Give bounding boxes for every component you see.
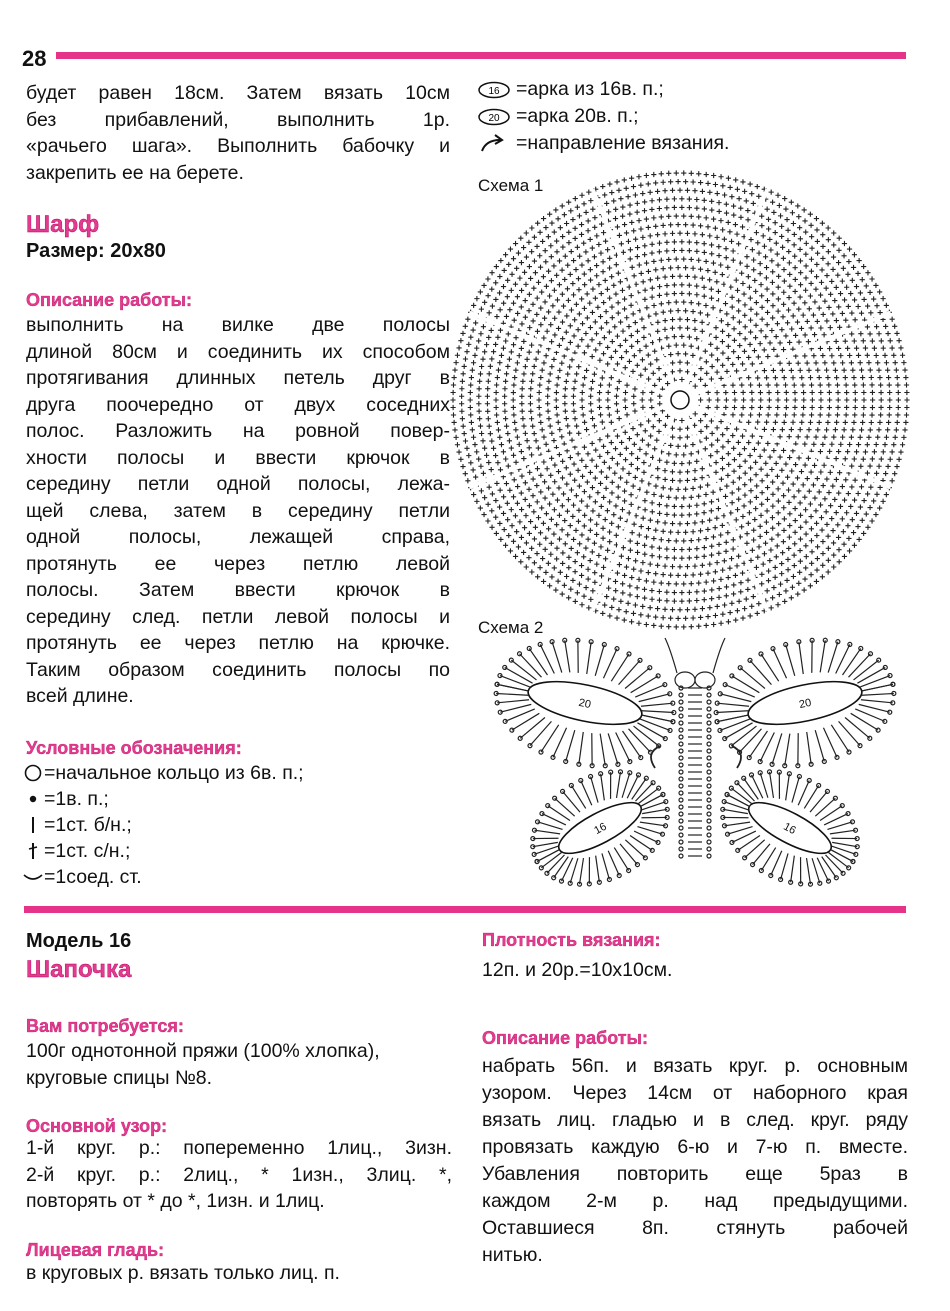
schema1-label: Схема 1 bbox=[478, 176, 544, 195]
text-line: 2-й круг. р.: 2лиц., * 1изн., 3лиц. *, bbox=[26, 1163, 452, 1186]
text-line: протягивания длинных петель друг в bbox=[26, 367, 450, 389]
dot-icon bbox=[22, 790, 44, 808]
legend-item bbox=[22, 864, 304, 890]
legend-item bbox=[22, 760, 304, 786]
wing-arc-count: 16 bbox=[781, 820, 798, 838]
slip-stitch-icon bbox=[22, 870, 44, 884]
text-line: Оставшиеся 8п. стянуть рабочей bbox=[482, 1217, 908, 1239]
legend-text: =арка из 16в. п.; bbox=[516, 78, 664, 100]
text-line: друга поочередно от двух соседних bbox=[26, 393, 450, 416]
stockinette-heading: Лицевая гладь: bbox=[26, 1240, 165, 1260]
wing-arc-icon bbox=[482, 622, 688, 784]
scarf-desc-heading: Описание работы: bbox=[26, 290, 192, 310]
legend-text: =1в. п.; bbox=[44, 787, 109, 810]
text-line: одной полосы, лежащей справа, bbox=[26, 526, 450, 548]
legend-list bbox=[22, 760, 304, 890]
text-line: Таким образом соединить полосы по bbox=[26, 658, 450, 681]
hat-desc-text bbox=[482, 1053, 908, 1269]
page-number: 28 bbox=[22, 46, 47, 71]
gauge-heading: Плотность вязания: bbox=[482, 930, 661, 950]
text-line: середину след. петли левой полосы и bbox=[26, 605, 450, 628]
section-divider bbox=[24, 906, 906, 913]
legend-text: =1соед. ст. bbox=[44, 865, 142, 888]
text-line: набрать 56п. и вязать круг. р. основным bbox=[482, 1055, 908, 1077]
legend-item bbox=[22, 812, 304, 838]
legend-text: =начальное кольцо из 6в. п.; bbox=[44, 761, 304, 784]
right-legend bbox=[478, 76, 729, 157]
double-crochet-icon bbox=[22, 841, 44, 861]
gauge-text: 12п. и 20р.=10х10см. bbox=[482, 959, 673, 981]
wing-arc-icon bbox=[702, 622, 908, 784]
legend-text: =арка 20в. п.; bbox=[516, 105, 639, 127]
legend-item bbox=[478, 103, 729, 130]
legend-item bbox=[22, 786, 304, 812]
text-line: полосы. Затем ввести крючок в bbox=[26, 579, 450, 601]
text-line: вязать лиц. гладью и в след. круг. ряду bbox=[482, 1109, 908, 1131]
text-line: каждом 2-м р. над предыдущими. bbox=[482, 1190, 908, 1212]
needs-text bbox=[26, 1038, 456, 1091]
legend-item bbox=[478, 76, 729, 103]
arc-20-icon bbox=[478, 108, 516, 126]
text-line: будет равен 18см. Затем вязать 10см bbox=[26, 82, 450, 104]
text-line: 100г однотонной пряжи (100% хлопка), bbox=[26, 1040, 380, 1062]
svg-text:20: 20 bbox=[488, 112, 500, 124]
text-line: длиной 80см и соединить их способом bbox=[26, 340, 450, 363]
main-pattern-heading: Основной узор: bbox=[26, 1116, 168, 1136]
stockinette-text: в круговых р. вязать только лиц. п. bbox=[26, 1262, 340, 1284]
text-line: «рачьего шага». Выполнить бабочку и bbox=[26, 135, 450, 157]
wing-arc-count: 20 bbox=[577, 696, 593, 712]
scarf-desc bbox=[26, 312, 450, 710]
legend-item bbox=[478, 130, 729, 157]
text-line: 1-й круг. р.: попеременно 1лиц., 3изн. bbox=[26, 1137, 452, 1159]
text-line: круговые спицы №8. bbox=[26, 1066, 213, 1089]
text-line: полос. Разложить на ровной повер- bbox=[26, 420, 450, 442]
schema1-diagram bbox=[450, 170, 910, 630]
legend-item bbox=[22, 838, 304, 864]
model-title: Шапочка bbox=[26, 956, 132, 983]
text-line: всей длине. bbox=[26, 685, 134, 707]
text-line: Убавления повторить еще 5раз в bbox=[482, 1163, 908, 1185]
text-line: середину петли одной полосы, лежа- bbox=[26, 473, 450, 495]
scarf-title: Шарф bbox=[26, 211, 100, 238]
svg-text:16: 16 bbox=[488, 85, 500, 97]
wing-arc-icon bbox=[700, 747, 879, 909]
text-line: щей слева, затем в середину петли bbox=[26, 499, 450, 522]
text-line: нитью. bbox=[482, 1244, 543, 1266]
schema2-diagram bbox=[505, 628, 885, 903]
direction-arrow-icon bbox=[478, 134, 516, 154]
legend-text: =1ст. б/н.; bbox=[44, 813, 132, 836]
single-crochet-icon bbox=[22, 815, 44, 835]
left-top-text bbox=[26, 80, 450, 186]
text-line: протянуть ее через петлю левой bbox=[26, 552, 450, 575]
text-line: закрепить ее на берете. bbox=[26, 161, 244, 184]
header-divider bbox=[56, 52, 906, 59]
text-line: без прибавлений, выполнить 1р. bbox=[26, 108, 450, 131]
scarf-size: Размер: 20х80 bbox=[26, 240, 166, 262]
legend-text: =направление вязания. bbox=[516, 132, 730, 154]
text-line: узором. Через 14см от наборного края bbox=[482, 1082, 908, 1104]
ring-icon bbox=[22, 764, 44, 782]
wing-arc-count: 20 bbox=[797, 696, 813, 712]
text-line: провязать каждую 6-ю и 7-ю п. вместе. bbox=[482, 1136, 908, 1158]
schema2-label: Схема 2 bbox=[478, 618, 544, 637]
wing-arc-icon bbox=[510, 747, 689, 909]
text-line: протянуть ее через петлю на крючке. bbox=[26, 632, 450, 654]
legend-heading: Условные обозначения: bbox=[26, 738, 242, 758]
text-line: выполнить на вилке две полосы bbox=[26, 314, 450, 336]
center-ring-icon bbox=[671, 391, 689, 409]
legend-text: =1ст. с/н.; bbox=[44, 839, 131, 862]
needs-heading: Вам потребуется: bbox=[26, 1016, 184, 1036]
text-line: повторять от * до *, 1изн. и 1лиц. bbox=[26, 1190, 325, 1212]
text-line: хности полосы и ввести крючок в bbox=[26, 446, 450, 469]
hat-desc-heading: Описание работы: bbox=[482, 1028, 648, 1048]
main-pattern-text bbox=[26, 1135, 452, 1215]
model-label: Модель 16 bbox=[26, 930, 132, 952]
arc-16-icon bbox=[478, 81, 516, 99]
wing-arc-count: 16 bbox=[592, 820, 609, 838]
